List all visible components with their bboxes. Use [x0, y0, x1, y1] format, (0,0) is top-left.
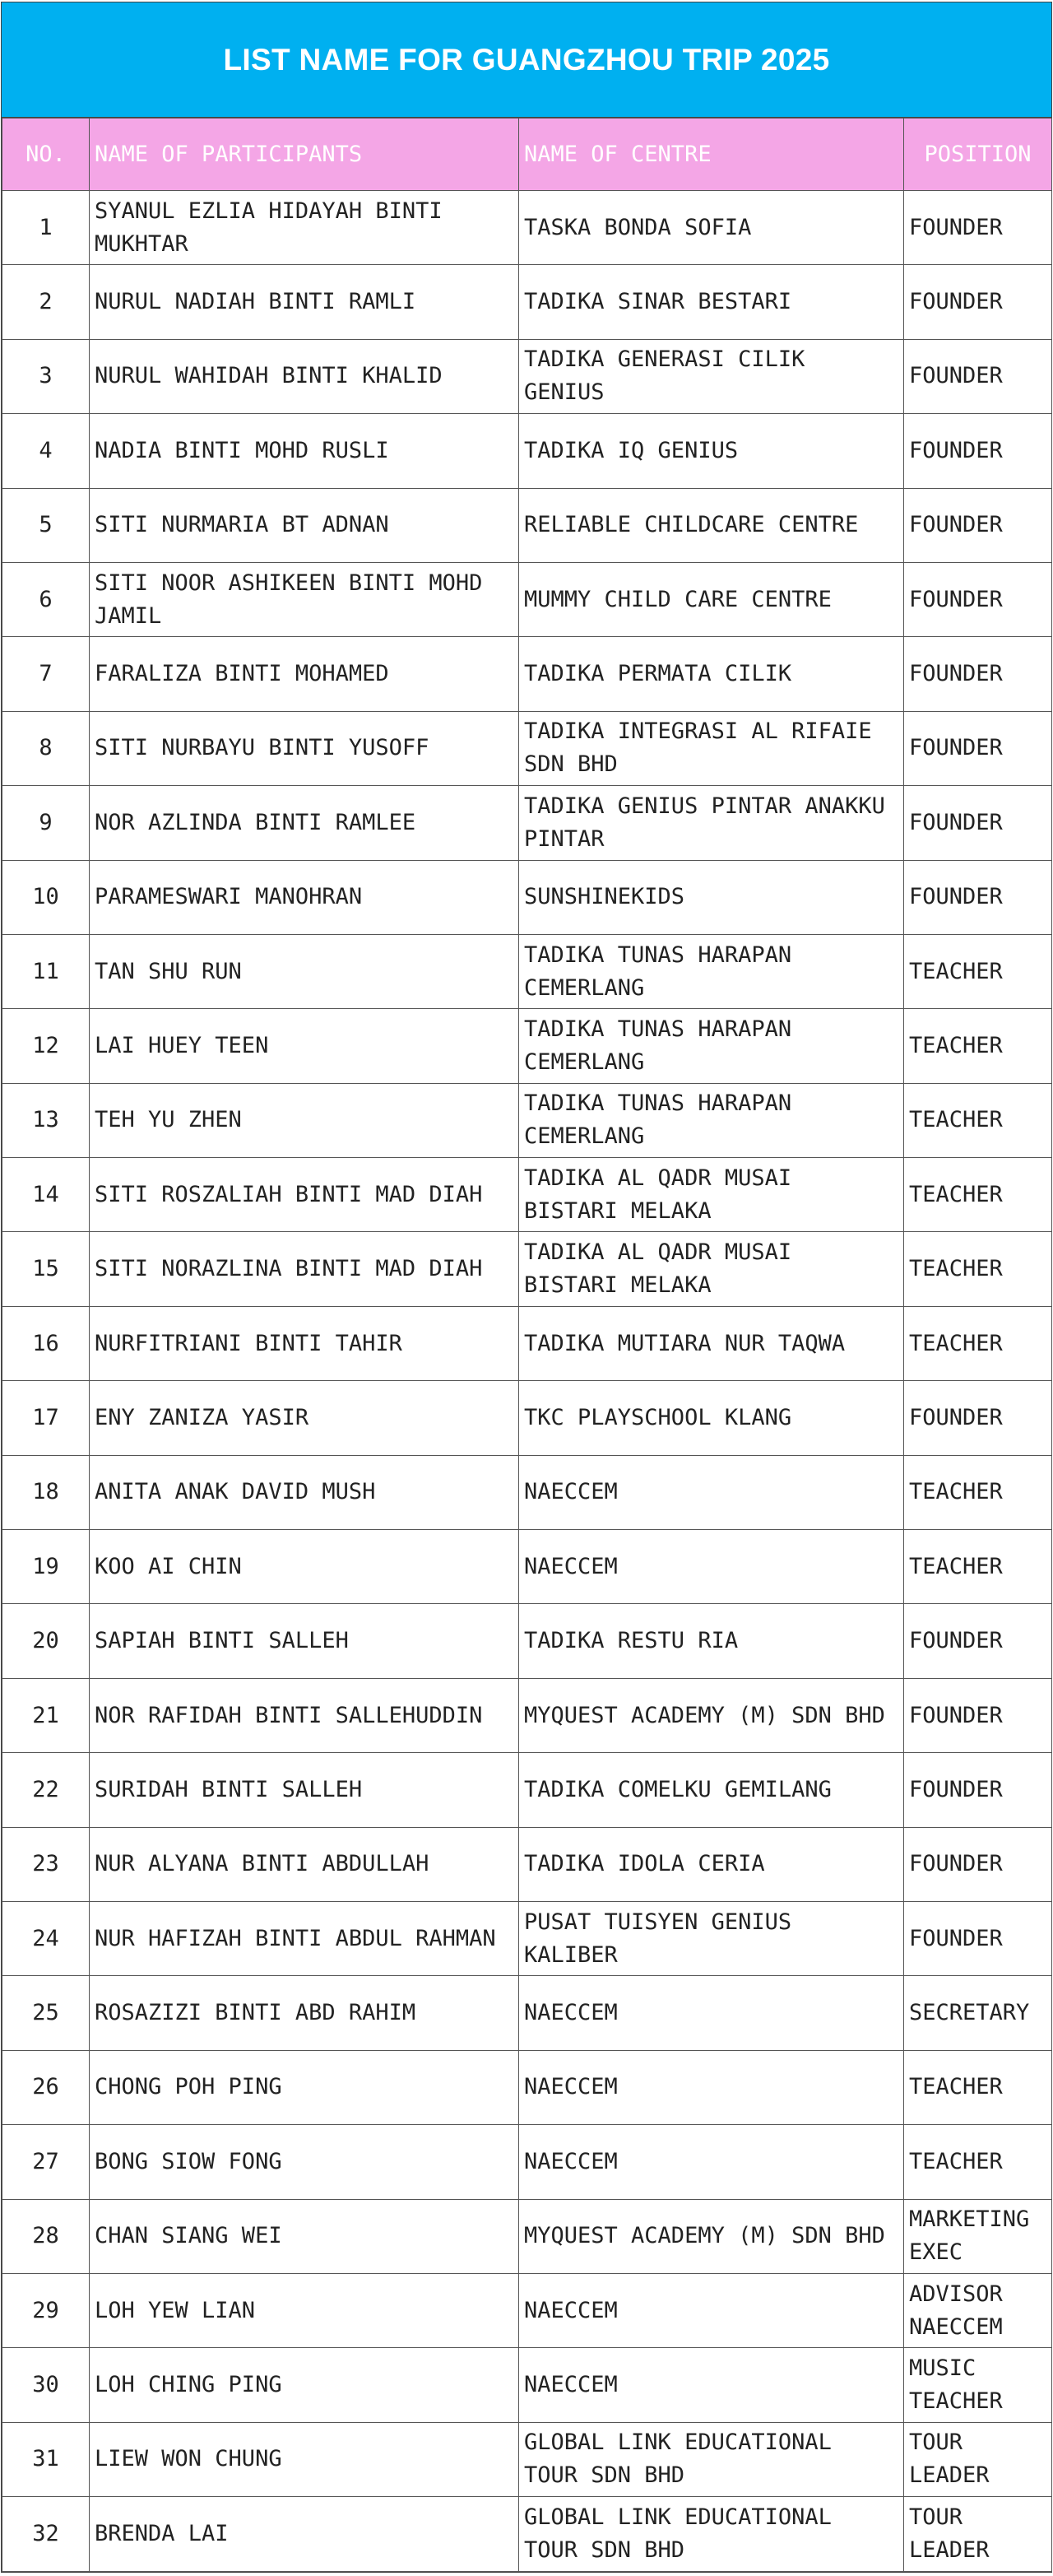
cell-no: 32 [2, 2497, 90, 2571]
table-row [2, 2422, 1052, 2496]
cell-centre-name: NAECCEM [519, 1455, 904, 1529]
cell-centre-name: NAECCEM [519, 2273, 904, 2347]
cell-centre-name: TADIKA IDOLA CERIA [519, 1827, 904, 1901]
cell-participant-name: ENY ZANIZA YASIR [90, 1381, 519, 1455]
table-row [2, 860, 1052, 934]
cell-centre-name: TADIKA TUNAS HARAPAN CEMERLANG [519, 934, 904, 1008]
cell-centre-name: MUMMY CHILD CARE CENTRE [519, 562, 904, 636]
cell-participant-name: SITI NURBAYU BINTI YUSOFF [90, 711, 519, 785]
cell-centre-name: TASKA BONDA SOFIA [519, 191, 904, 265]
table-row [2, 191, 1052, 265]
cell-participant-name: NUR ALYANA BINTI ABDULLAH [90, 1827, 519, 1901]
cell-position: FOUNDER [904, 1753, 1052, 1827]
cell-position: FOUNDER [904, 1901, 1052, 1975]
header-no: NO. [2, 119, 90, 191]
cell-no: 12 [2, 1009, 90, 1083]
cell-position: FOUNDER [904, 1827, 1052, 1901]
cell-participant-name: BRENDA LAI [90, 2497, 519, 2571]
cell-centre-name: NAECCEM [519, 1530, 904, 1604]
cell-no: 21 [2, 1678, 90, 1752]
cell-centre-name: NAECCEM [519, 2050, 904, 2124]
cell-position: MUSIC TEACHER [904, 2348, 1052, 2422]
table-row [2, 1009, 1052, 1083]
cell-position: TEACHER [904, 934, 1052, 1008]
cell-position: TOUR LEADER [904, 2422, 1052, 2496]
cell-position: TEACHER [904, 1009, 1052, 1083]
cell-participant-name: NURUL NADIAH BINTI RAMLI [90, 265, 519, 339]
cell-position: TEACHER [904, 1158, 1052, 1232]
cell-position: ADVISOR NAECCEM [904, 2273, 1052, 2347]
participants-table [2, 118, 1052, 2572]
cell-no: 13 [2, 1083, 90, 1157]
table-row [2, 1232, 1052, 1306]
cell-centre-name: SUNSHINEKIDS [519, 860, 904, 934]
table-row [2, 1827, 1052, 1901]
cell-centre-name: MYQUEST ACADEMY (M) SDN BHD [519, 2199, 904, 2273]
table-row [2, 637, 1052, 711]
cell-position: TEACHER [904, 2125, 1052, 2199]
table-row [2, 1083, 1052, 1157]
cell-position: FOUNDER [904, 1678, 1052, 1752]
cell-position: FOUNDER [904, 265, 1052, 339]
cell-centre-name: TADIKA IQ GENIUS [519, 414, 904, 488]
cell-participant-name: NUR HAFIZAH BINTI ABDUL RAHMAN [90, 1901, 519, 1975]
table-row [2, 265, 1052, 339]
header-centre: NAME OF CENTRE [519, 119, 904, 191]
cell-no: 29 [2, 2273, 90, 2347]
cell-centre-name: TADIKA INTEGRASI AL RIFAIE SDN BHD [519, 711, 904, 785]
cell-participant-name: NOR RAFIDAH BINTI SALLEHUDDIN [90, 1678, 519, 1752]
table-row [2, 2125, 1052, 2199]
table-header [2, 119, 1052, 191]
cell-centre-name: TADIKA MUTIARA NUR TAQWA [519, 1306, 904, 1380]
table-row [2, 1530, 1052, 1604]
cell-no: 5 [2, 488, 90, 562]
cell-participant-name: SYANUL EZLIA HIDAYAH BINTI MUKHTAR [90, 191, 519, 265]
cell-no: 30 [2, 2348, 90, 2422]
cell-centre-name: TKC PLAYSCHOOL KLANG [519, 1381, 904, 1455]
cell-participant-name: NURUL WAHIDAH BINTI KHALID [90, 339, 519, 413]
cell-position: TEACHER [904, 1530, 1052, 1604]
cell-position: FOUNDER [904, 1381, 1052, 1455]
cell-position: FOUNDER [904, 339, 1052, 413]
table-row [2, 339, 1052, 413]
cell-no: 7 [2, 637, 90, 711]
cell-no: 25 [2, 1976, 90, 2050]
cell-no: 31 [2, 2422, 90, 2496]
cell-centre-name: NAECCEM [519, 2125, 904, 2199]
table-row [2, 1381, 1052, 1455]
cell-no: 15 [2, 1232, 90, 1306]
cell-centre-name: TADIKA GENIUS PINTAR ANAKKU PINTAR [519, 786, 904, 860]
table-row [2, 2273, 1052, 2347]
table-row [2, 1455, 1052, 1529]
cell-centre-name: RELIABLE CHILDCARE CENTRE [519, 488, 904, 562]
table-row [2, 2199, 1052, 2273]
cell-participant-name: ROSAZIZI BINTI ABD RAHIM [90, 1976, 519, 2050]
cell-participant-name: SAPIAH BINTI SALLEH [90, 1604, 519, 1678]
table-row [2, 1976, 1052, 2050]
cell-participant-name: NOR AZLINDA BINTI RAMLEE [90, 786, 519, 860]
table-row [2, 786, 1052, 860]
cell-position: FOUNDER [904, 488, 1052, 562]
table-row [2, 2050, 1052, 2124]
cell-participant-name: SITI NOOR ASHIKEEN BINTI MOHD JAMIL [90, 562, 519, 636]
cell-no: 2 [2, 265, 90, 339]
cell-no: 14 [2, 1158, 90, 1232]
cell-no: 11 [2, 934, 90, 1008]
cell-participant-name: LOH YEW LIAN [90, 2273, 519, 2347]
cell-participant-name: SURIDAH BINTI SALLEH [90, 1753, 519, 1827]
cell-no: 22 [2, 1753, 90, 1827]
cell-centre-name: TADIKA SINAR BESTARI [519, 265, 904, 339]
cell-participant-name: FARALIZA BINTI MOHAMED [90, 637, 519, 711]
table-row [2, 1306, 1052, 1380]
cell-centre-name: TADIKA TUNAS HARAPAN CEMERLANG [519, 1083, 904, 1157]
cell-position: FOUNDER [904, 414, 1052, 488]
cell-centre-name: TADIKA GENERASI CILIK GENIUS [519, 339, 904, 413]
table-row [2, 1753, 1052, 1827]
cell-participant-name: SITI NURMARIA BT ADNAN [90, 488, 519, 562]
cell-participant-name: LIEW WON CHUNG [90, 2422, 519, 2496]
cell-participant-name: KOO AI CHIN [90, 1530, 519, 1604]
cell-no: 4 [2, 414, 90, 488]
cell-participant-name: BONG SIOW FONG [90, 2125, 519, 2199]
table-row [2, 711, 1052, 785]
table-row [2, 562, 1052, 636]
cell-centre-name: TADIKA COMELKU GEMILANG [519, 1753, 904, 1827]
cell-no: 10 [2, 860, 90, 934]
cell-position: SECRETARY [904, 1976, 1052, 2050]
table-row [2, 1158, 1052, 1232]
cell-centre-name: PUSAT TUISYEN GENIUS KALIBER [519, 1901, 904, 1975]
sheet-title: LIST NAME FOR GUANGZHOU TRIP 2025 [2, 2, 1051, 118]
cell-centre-name: TADIKA AL QADR MUSAI BISTARI MELAKA [519, 1158, 904, 1232]
cell-position: FOUNDER [904, 1604, 1052, 1678]
cell-position: TEACHER [904, 1083, 1052, 1157]
cell-centre-name: GLOBAL LINK EDUCATIONAL TOUR SDN BHD [519, 2497, 904, 2571]
cell-no: 6 [2, 562, 90, 636]
table-row [2, 2497, 1052, 2571]
cell-position: FOUNDER [904, 786, 1052, 860]
cell-participant-name: PARAMESWARI MANOHRAN [90, 860, 519, 934]
cell-position: MARKETING EXEC [904, 2199, 1052, 2273]
table-body [2, 191, 1052, 2572]
cell-participant-name: LAI HUEY TEEN [90, 1009, 519, 1083]
cell-no: 17 [2, 1381, 90, 1455]
cell-centre-name: NAECCEM [519, 2348, 904, 2422]
cell-position: FOUNDER [904, 562, 1052, 636]
cell-no: 16 [2, 1306, 90, 1380]
cell-centre-name: NAECCEM [519, 1976, 904, 2050]
cell-no: 9 [2, 786, 90, 860]
cell-participant-name: TAN SHU RUN [90, 934, 519, 1008]
cell-no: 26 [2, 2050, 90, 2124]
table-row [2, 2348, 1052, 2422]
cell-position: TEACHER [904, 1306, 1052, 1380]
table-row [2, 414, 1052, 488]
cell-participant-name: NURFITRIANI BINTI TAHIR [90, 1306, 519, 1380]
cell-no: 23 [2, 1827, 90, 1901]
cell-participant-name: ANITA ANAK DAVID MUSH [90, 1455, 519, 1529]
cell-participant-name: TEH YU ZHEN [90, 1083, 519, 1157]
cell-position: FOUNDER [904, 860, 1052, 934]
cell-centre-name: GLOBAL LINK EDUCATIONAL TOUR SDN BHD [519, 2422, 904, 2496]
cell-no: 19 [2, 1530, 90, 1604]
cell-position: FOUNDER [904, 637, 1052, 711]
cell-centre-name: TADIKA TUNAS HARAPAN CEMERLANG [519, 1009, 904, 1083]
cell-no: 20 [2, 1604, 90, 1678]
table-row [2, 1604, 1052, 1678]
cell-no: 18 [2, 1455, 90, 1529]
cell-no: 3 [2, 339, 90, 413]
cell-participant-name: SITI ROSZALIAH BINTI MAD DIAH [90, 1158, 519, 1232]
cell-no: 1 [2, 191, 90, 265]
header-position: POSITION [904, 119, 1052, 191]
cell-participant-name: LOH CHING PING [90, 2348, 519, 2422]
table-row [2, 1678, 1052, 1752]
cell-position: TEACHER [904, 1232, 1052, 1306]
header-row [2, 119, 1052, 191]
cell-no: 27 [2, 2125, 90, 2199]
cell-position: FOUNDER [904, 711, 1052, 785]
cell-position: TEACHER [904, 2050, 1052, 2124]
table-row [2, 1901, 1052, 1975]
cell-centre-name: TADIKA AL QADR MUSAI BISTARI MELAKA [519, 1232, 904, 1306]
cell-position: TEACHER [904, 1455, 1052, 1529]
cell-no: 24 [2, 1901, 90, 1975]
cell-participant-name: SITI NORAZLINA BINTI MAD DIAH [90, 1232, 519, 1306]
cell-centre-name: MYQUEST ACADEMY (M) SDN BHD [519, 1678, 904, 1752]
cell-participant-name: NADIA BINTI MOHD RUSLI [90, 414, 519, 488]
cell-centre-name: TADIKA RESTU RIA [519, 1604, 904, 1678]
header-name: NAME OF PARTICIPANTS [90, 119, 519, 191]
table-row [2, 934, 1052, 1008]
cell-participant-name: CHAN SIANG WEI [90, 2199, 519, 2273]
cell-participant-name: CHONG POH PING [90, 2050, 519, 2124]
cell-no: 28 [2, 2199, 90, 2273]
cell-no: 8 [2, 711, 90, 785]
table-row [2, 488, 1052, 562]
cell-centre-name: TADIKA PERMATA CILIK [519, 637, 904, 711]
cell-position: TOUR LEADER [904, 2497, 1052, 2571]
cell-position: FOUNDER [904, 191, 1052, 265]
participant-sheet [1, 2, 1052, 2573]
